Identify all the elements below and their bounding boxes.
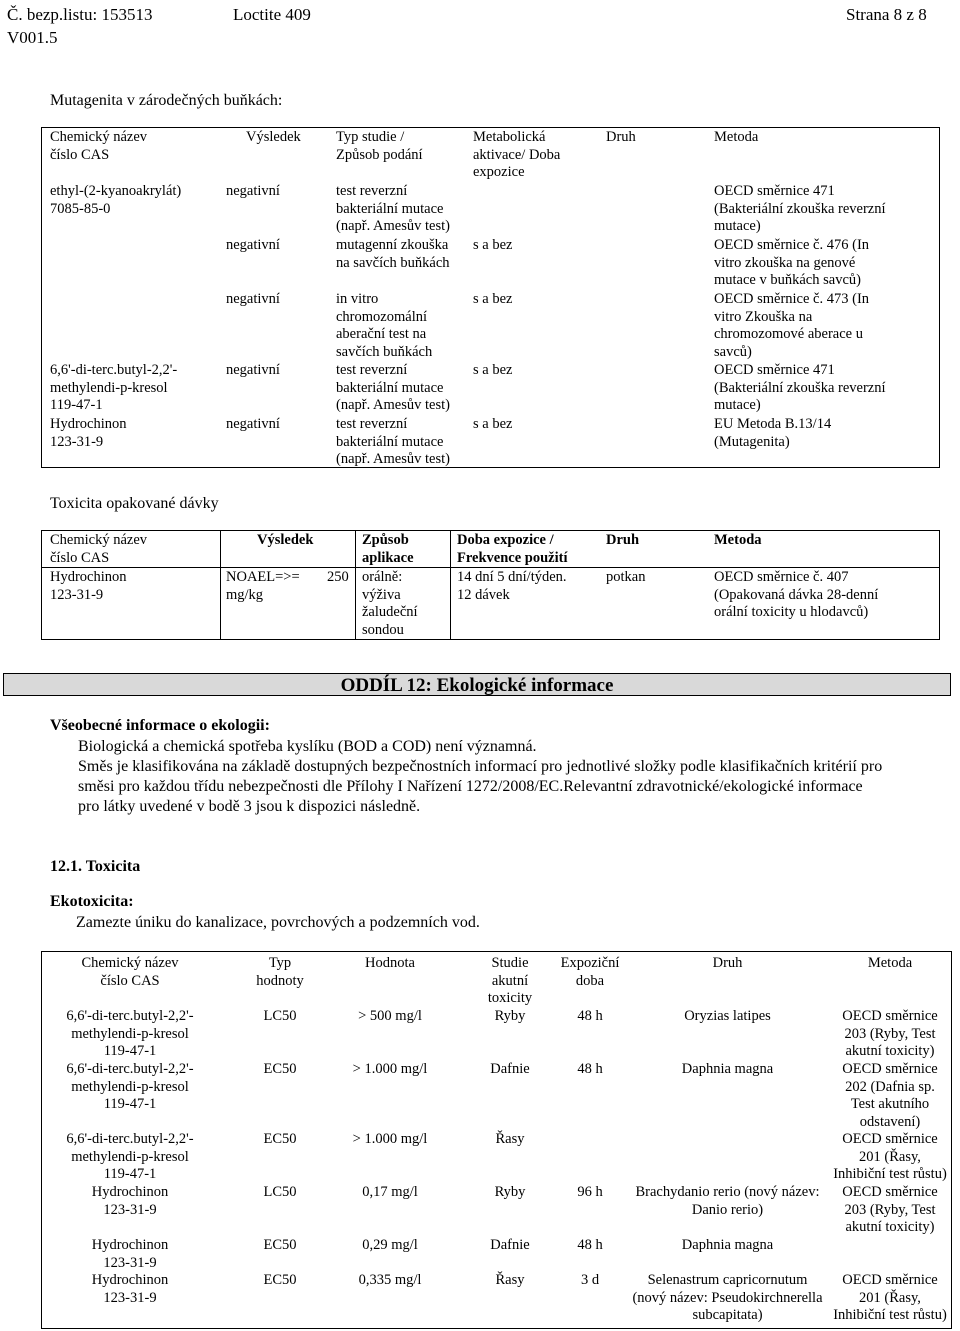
rd-result: NOAEL=>= [226, 569, 300, 585]
section-12-banner [3, 673, 951, 696]
eco-time: 96 h [577, 1184, 603, 1200]
eco-header-species: Druh [712, 955, 743, 971]
eco-header-substance: Chemický název číslo CAS [81, 955, 179, 989]
eco-study: Ryby [494, 1184, 526, 1200]
gc-study: mutagenní zkouška na savčích buňkách [336, 237, 450, 271]
gc-activation: s a bez [473, 416, 513, 432]
eco-paragraph-2-line: Směs je klasifikována na základě dostupných bezpečnostních informací pro jednotlivé složky podle klasifikačních kritérií pro [78, 758, 883, 775]
germ-cell-title: Mutagenita v zárodečných buňkách: [50, 92, 283, 109]
gc-result: negativní [226, 416, 280, 432]
gc-header-substance: Chemický název číslo CAS [50, 129, 148, 163]
eco-value: 0,29 mg/l [362, 1237, 418, 1253]
eco-method: OECD směrnice 201 (Řasy, Inhibiční test růstu) [833, 1272, 947, 1324]
eco-method: OECD směrnice 203 (Ryby, Test akutní toxicity) [842, 1008, 938, 1060]
page-number: Strana 8 z 8 [846, 5, 927, 24]
eco-paragraph-2-line: směsi pro každou třídu nebezpečnosti dle Přílohy I Nařízení 1272/2008/EC.Relevantní zdravotnické/ekologické informace [78, 778, 863, 795]
gc-header-activation: Metabolická aktivace/ Doba expozice [473, 129, 561, 181]
gc-study: test reverzní bakteriální mutace (např. Amesův test) [336, 183, 450, 235]
rd-header-route: Způsob aplikace [362, 532, 414, 566]
gc-result: negativní [226, 237, 280, 253]
product-name: Loctite 409 [233, 5, 311, 24]
gc-substance: ethyl-(2-kyanoakrylát) 7085-85-0 [50, 183, 182, 217]
eco-value: 0,17 mg/l [362, 1184, 418, 1200]
rd-species: potkan [606, 569, 646, 585]
general-eco-label: Všeobecné informace o ekologii: [50, 717, 270, 734]
gc-substance: Hydrochinon 123-31-9 [50, 416, 127, 450]
gc-study: in vitro chromozomální aberační test na savčích buňkách [336, 291, 433, 361]
gc-header-method: Metoda [714, 129, 759, 145]
rd-header-duration: Doba expozice / Frekvence použití [457, 532, 568, 566]
gc-activation: s a bez [473, 237, 513, 253]
gc-method: OECD směrnice 471 (Bakteriální zkouška reverzní mutace) [714, 183, 886, 235]
gc-substance: 6,6'-di-terc.butyl-2,2'- methylendi-p-kresol 119-47-1 [50, 362, 178, 414]
version: V001.5 [7, 28, 58, 47]
eco-type: EC50 [263, 1131, 297, 1147]
eco-value: > 500 mg/l [358, 1008, 422, 1024]
eco-substance: 6,6'-di-terc.butyl-2,2'- methylendi-p-kresol 119-47-1 [66, 1061, 194, 1113]
rd-header-method: Metoda [714, 532, 762, 548]
repeated-col-divider [450, 530, 451, 640]
eco-paragraph-1: Biologická a chemická spotřeba kyslíku (BOD a COD) není významná. [78, 738, 537, 755]
rd-header-result: Výsledek [257, 532, 314, 548]
eco-time: 3 d [580, 1272, 600, 1288]
eco-species: Daphnia magna [681, 1237, 774, 1253]
eco-time: 48 h [577, 1008, 603, 1024]
eco-header-value: Hodnota [365, 955, 415, 971]
eco-substance: 6,6'-di-terc.butyl-2,2'- methylendi-p-kresol 119-47-1 [66, 1008, 194, 1060]
gc-method: EU Metoda B.13/14 (Mutagenita) [714, 416, 832, 450]
rd-route: orálně: výživa žaludeční sondou [362, 569, 418, 639]
section-12-title: ODDÍL 12: Ekologické informace [340, 675, 614, 696]
rd-substance: Hydrochinon 123-31-9 [50, 569, 127, 603]
eco-method: OECD směrnice 203 (Ryby, Test akutní toxicity) [842, 1184, 938, 1236]
gc-result: negativní [226, 291, 280, 307]
gc-study: test reverzní bakteriální mutace (např. Amesův test) [336, 362, 450, 414]
eco-substance: Hydrochinon 123-31-9 [91, 1184, 169, 1218]
eco-study: Řasy [495, 1272, 525, 1288]
eco-study: Dafnie [490, 1061, 530, 1077]
gc-activation: s a bez [473, 291, 513, 307]
repeated-dose-title: Toxicita opakované dávky [50, 495, 219, 512]
eco-paragraph-2-line: pro látky uvedené v bodě 3 jsou k dispozici následně. [78, 798, 421, 815]
gc-result: negativní [226, 183, 280, 199]
eco-type: EC50 [263, 1061, 297, 1077]
ecotox-text: Zamezte úniku do kanalizace, povrchových a podzemních vod. [76, 914, 480, 931]
eco-value: > 1.000 mg/l [352, 1061, 428, 1077]
sheet-number: Č. bezp.listu: 153513 [7, 5, 153, 24]
gc-header-result: Výsledek [246, 129, 301, 145]
eco-type: EC50 [263, 1272, 297, 1288]
gc-study: test reverzní bakteriální mutace (např. Amesův test) [336, 416, 450, 468]
rd-header-species: Druh [606, 532, 640, 548]
eco-header-method: Metoda [867, 955, 913, 971]
rd-method: OECD směrnice č. 407 (Opakovaná dávka 28-denní orální toxicity u hlodavců) [714, 569, 879, 621]
rd-header-substance: Chemický název číslo CAS [50, 532, 148, 566]
repeated-col-divider [220, 530, 221, 640]
eco-method: OECD směrnice 202 (Dafnia sp. Test akutního odstavení) [842, 1061, 938, 1131]
eco-species: Brachydanio rerio (nový název: Danio rerio) [635, 1184, 820, 1218]
toxicity-subtitle: 12.1. Toxicita [50, 858, 141, 875]
eco-study: Řasy [495, 1131, 525, 1147]
gc-method: OECD směrnice č. 476 (In vitro zkouška na genové mutace v buňkách savců) [714, 237, 870, 289]
gc-header-study: Typ studie / Způsob podání [336, 129, 423, 163]
eco-value: > 1.000 mg/l [352, 1131, 428, 1147]
rd-duration: 14 dní 5 dní/týden. 12 dávek [457, 569, 567, 603]
gc-header-species: Druh [606, 129, 636, 145]
repeated-col-divider [355, 530, 356, 640]
eco-header-type: Typ hodnoty [256, 955, 304, 989]
eco-type: LC50 [263, 1184, 297, 1200]
eco-study: Dafnie [490, 1237, 530, 1253]
gc-activation: s a bez [473, 362, 513, 378]
eco-method: OECD směrnice 201 (Řasy, Inhibiční test růstu) [833, 1131, 947, 1183]
eco-time: 48 h [577, 1061, 603, 1077]
gc-method: OECD směrnice 471 (Bakteriální zkouška reverzní mutace) [714, 362, 886, 414]
eco-type: LC50 [263, 1008, 297, 1024]
eco-study: Ryby [494, 1008, 526, 1024]
eco-type: EC50 [263, 1237, 297, 1253]
gc-result: negativní [226, 362, 280, 378]
eco-substance: Hydrochinon 123-31-9 [91, 1237, 169, 1271]
eco-header-time: Expoziční doba [560, 955, 620, 989]
eco-time: 48 h [577, 1237, 603, 1253]
eco-species: Daphnia magna [681, 1061, 774, 1077]
rd-result-value: 250 [327, 569, 349, 585]
gc-method: OECD směrnice č. 473 (In vitro Zkouška na chromozomové aberace u savců) [714, 291, 870, 361]
ecotox-label: Ekotoxicita: [50, 893, 134, 910]
eco-species: Oryzias latipes [684, 1008, 771, 1024]
eco-substance: 6,6'-di-terc.butyl-2,2'- methylendi-p-kresol 119-47-1 [66, 1131, 194, 1183]
rd-result-unit: mg/kg [226, 587, 264, 603]
eco-value: 0,335 mg/l [358, 1272, 422, 1288]
eco-header-study: Studie akutní toxicity [487, 955, 533, 1007]
eco-species: Selenastrum capricornutum (nový název: Pseudokirchnerella subcapitata) [632, 1272, 823, 1324]
eco-substance: Hydrochinon 123-31-9 [91, 1272, 169, 1306]
